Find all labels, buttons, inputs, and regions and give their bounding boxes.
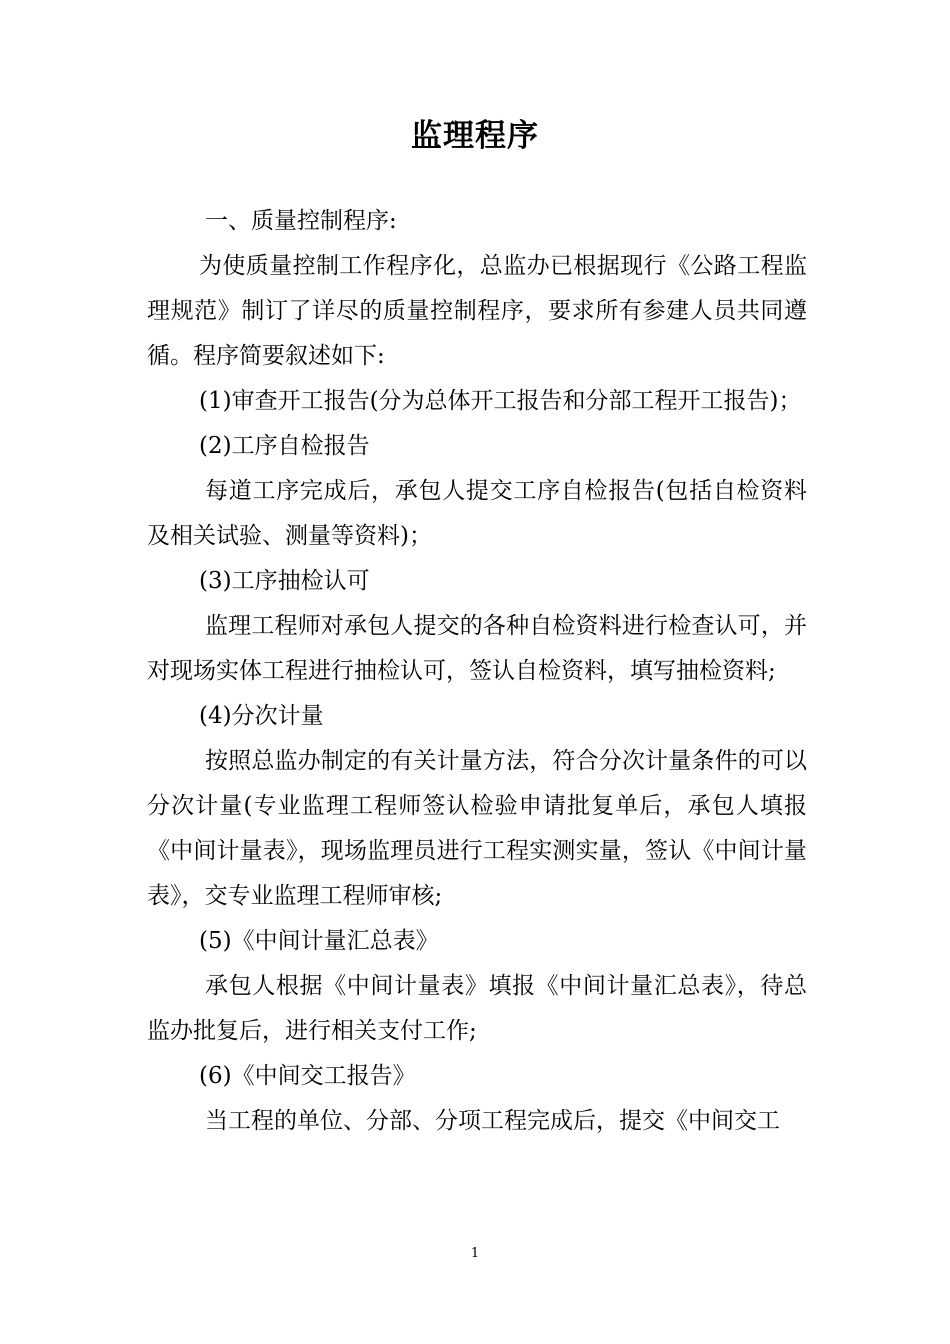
- step-4-body: 按照总监办制定的有关计量方法，符合分次计量条件的可以分次计量(专业监理工程师签认检验申请批复单后，承包人填报《中间计量表》，现场监理员进行工程实测实量，签认《中间计量表》，交专业监理工程师审核;: [147, 748, 807, 909]
- step-1-review-start-report: (1)审查开工报告(分为总体开工报告和分部工程开工报告)；: [199, 388, 802, 414]
- step-5-heading: (5)《中间计量汇总表》: [199, 928, 439, 954]
- step-3-body: 监理工程师对承包人提交的各种自检资料进行检查认可，并对现场实体工程进行抽检认可，签认自检资料，填写抽检资料;: [147, 613, 807, 684]
- section-heading-quality-control: 一、质量控制程序:: [205, 208, 397, 234]
- document-body: [147, 199, 807, 1144]
- step-6-body: 当工程的单位、分部、分项工程完成后，提交《中间交工: [205, 1108, 780, 1134]
- step-3-heading: (3)工序抽检认可: [199, 568, 370, 594]
- page-number: 1: [470, 1246, 480, 1261]
- step-5-body: 承包人根据《中间计量表》填报《中间计量汇总表》，待总监办批复后，进行相关支付工作;: [147, 973, 807, 1044]
- step-4-heading: (4)分次计量: [199, 703, 324, 729]
- step-6-heading: (6)《中间交工报告》: [199, 1063, 416, 1089]
- paragraph-intro: 为使质量控制工作程序化，总监办已根据现行《公路工程监理规范》制订了详尽的质量控制程序，要求所有参建人员共同遵循。程序简要叙述如下:: [147, 253, 807, 369]
- page-title: 监理程序: [411, 118, 539, 154]
- step-2-body: 每道工序完成后，承包人提交工序自检报告(包括自检资料及相关试验、测量等资料)；: [147, 478, 807, 549]
- step-2-heading: (2)工序自检报告: [199, 433, 370, 459]
